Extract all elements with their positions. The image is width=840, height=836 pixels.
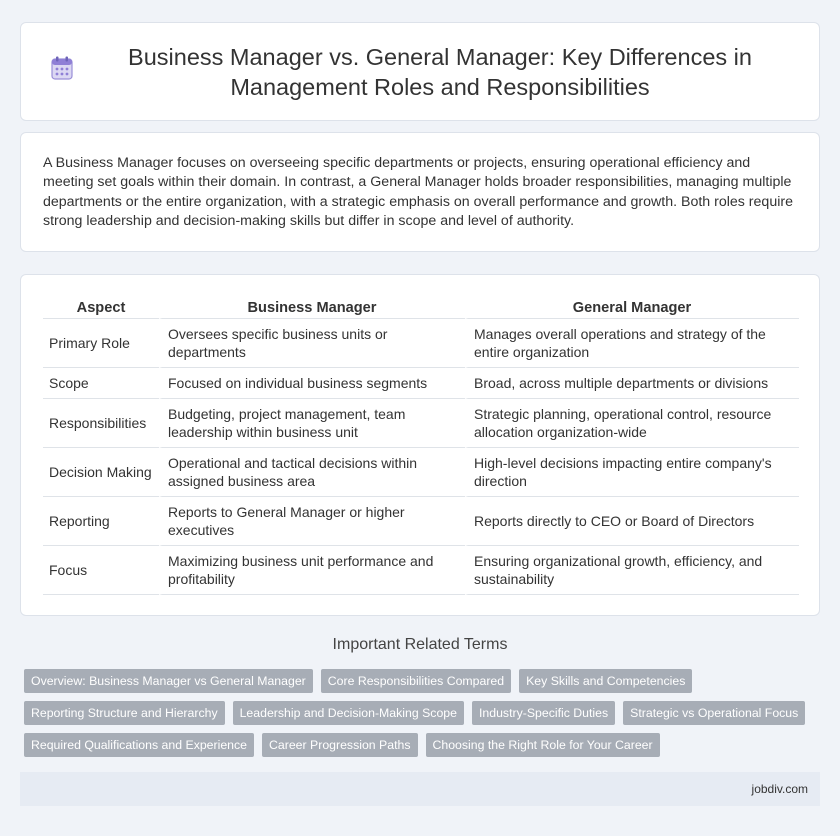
row-aspect: Scope bbox=[43, 367, 159, 398]
comparison-table-card bbox=[20, 274, 820, 616]
row-business-manager: Budgeting, project management, team leadership within business unit bbox=[159, 398, 465, 447]
table-row bbox=[43, 398, 799, 447]
header-card bbox=[20, 22, 820, 121]
row-general-manager: Broad, across multiple departments or divisions bbox=[465, 367, 799, 398]
header-aspect: Aspect bbox=[76, 300, 126, 316]
table-row bbox=[43, 545, 799, 595]
footer bbox=[20, 772, 820, 806]
header-general-manager: General Manager bbox=[572, 300, 692, 316]
header-business-manager: Business Manager bbox=[247, 300, 377, 316]
tag-row bbox=[24, 733, 824, 757]
related-terms-tags bbox=[24, 669, 824, 765]
table-row bbox=[43, 447, 799, 496]
row-business-manager: Operational and tactical decisions within assigned business area bbox=[159, 447, 465, 496]
related-term-tag[interactable]: Industry-Specific Duties bbox=[472, 701, 615, 725]
tag-row bbox=[24, 669, 824, 693]
comparison-table bbox=[43, 293, 799, 595]
row-business-manager: Focused on individual business segments bbox=[159, 367, 465, 398]
related-term-tag[interactable]: Choosing the Right Role for Your Career bbox=[426, 733, 660, 757]
related-term-tag[interactable]: Career Progression Paths bbox=[262, 733, 417, 757]
related-term-tag[interactable]: Key Skills and Competencies bbox=[519, 669, 692, 693]
row-general-manager: Reports directly to CEO or Board of Directors bbox=[465, 496, 799, 545]
row-general-manager: Manages overall operations and strategy of the entire organization bbox=[465, 318, 799, 367]
row-aspect: Reporting bbox=[43, 496, 159, 545]
row-aspect: Responsibilities bbox=[43, 398, 159, 447]
table-row bbox=[43, 496, 799, 545]
related-term-tag[interactable]: Required Qualifications and Experience bbox=[24, 733, 254, 757]
related-term-tag[interactable]: Overview: Business Manager vs General Manager bbox=[24, 669, 313, 693]
related-term-tag[interactable]: Reporting Structure and Hierarchy bbox=[24, 701, 225, 725]
row-business-manager: Reports to General Manager or higher executives bbox=[159, 496, 465, 545]
related-term-tag[interactable]: Strategic vs Operational Focus bbox=[623, 701, 805, 725]
row-general-manager: Strategic planning, operational control, resource allocation organization-wide bbox=[465, 398, 799, 447]
row-aspect: Decision Making bbox=[43, 447, 159, 496]
row-general-manager: High-level decisions impacting entire company's direction bbox=[465, 447, 799, 496]
related-term-tag[interactable]: Core Responsibilities Compared bbox=[321, 669, 511, 693]
table-header-row bbox=[43, 293, 799, 318]
intro-card bbox=[20, 132, 820, 252]
calendar-icon bbox=[51, 56, 73, 80]
table-row bbox=[43, 318, 799, 367]
table-row bbox=[43, 367, 799, 398]
footer-site-link[interactable]: jobdiv.com bbox=[751, 782, 808, 796]
row-business-manager: Oversees specific business units or departments bbox=[159, 318, 465, 367]
row-aspect: Focus bbox=[43, 545, 159, 595]
tag-row bbox=[24, 701, 824, 725]
intro-paragraph: A Business Manager focuses on overseeing specific departments or projects, ensuring operational efficiency and meeting set goals within their domain. In contrast, a General Manager holds broader responsibilities, managing multiple departments or the entire organization, with a strategic emphasis on overall performance and growth. Both roles require strong leadership and decision-making skills but differ in scope and level of authority. bbox=[43, 155, 793, 229]
row-aspect: Primary Role bbox=[43, 318, 159, 367]
related-terms-title: Important Related Terms bbox=[332, 636, 508, 653]
row-business-manager: Maximizing business unit performance and profitability bbox=[159, 545, 465, 595]
row-general-manager: Ensuring organizational growth, efficiency, and sustainability bbox=[465, 545, 799, 595]
related-term-tag[interactable]: Leadership and Decision-Making Scope bbox=[233, 701, 464, 725]
page-title: Business Manager vs. General Manager: Key Differences in Management Roles and Responsibilities bbox=[128, 43, 752, 100]
